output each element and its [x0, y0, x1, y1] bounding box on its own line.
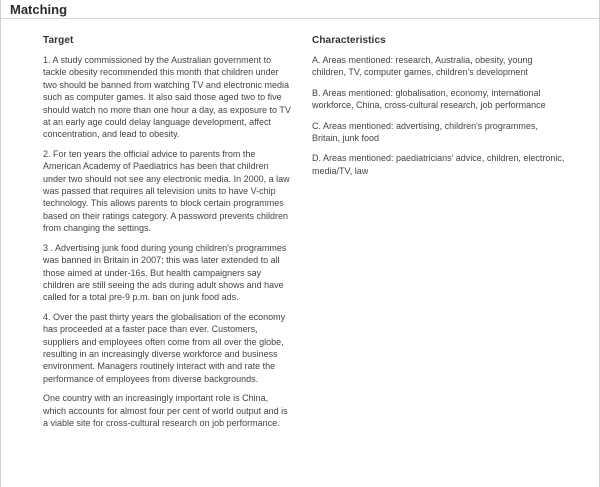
target-item-4: 4. Over the past thirty years the globalisation of the economy has proceeded at a faster pace than ever. Customers, suppliers and employees often come from all over the globe, resulting in an increasingly diverse workforce and business environment. Managers routinely interact with and rate the performance of employees from diverse backgrounds.: [43, 311, 286, 384]
target-item-4-continued: One country with an increasingly important role is China, which accounts for almost four per cent of world output and is a viable site for cross-cultural research on job performance.: [43, 393, 288, 428]
target-header: Target: [43, 35, 74, 46]
characteristic-d[interactable]: D. Areas mentioned: paediatricians' advice, children, electronic, media/TV, law: [312, 153, 565, 176]
characteristic-b[interactable]: B. Areas mentioned: globalisation, economy, international workforce, China, cross-cultural research, job performance: [312, 87, 546, 111]
characteristics-header: Characteristics: [312, 35, 386, 46]
characteristic-a[interactable]: A. Areas mentioned: research, Australia, obesity, young children, TV, computer games, children's development: [312, 55, 533, 78]
title-divider: [1, 18, 600, 19]
target-column: [43, 34, 291, 436]
section-title: Matching: [10, 2, 68, 17]
characteristic-c[interactable]: C. Areas mentioned: advertising, children's programmes, Britain, junk food: [312, 120, 538, 144]
characteristics-column: [312, 34, 568, 185]
target-item-3: 3 . Advertising junk food during young children's programmes was banned in Britain in 2007; this was later extended to all those aimed at under-16s. But health campaigners say children are still seeing the ads during adult shows and have called for a total pre-9 p.m. ban on junk food ads.: [43, 242, 287, 303]
target-item-2: 2. For ten years the official advice to parents from the American Academy of Paediatrics has been that children under two should not see any electronic media. In 2000, a law was passed that requires all television units to have V-chip technology. This allows parents to block certain programmes based on their ratings category. A password prevents children from changing the settings.: [43, 148, 290, 234]
target-item-1: 1. A study commissioned by the Australian government to tackle obesity recommended this month that children under two should be banned from watching TV and electronic media such as computer games. It also said those aged two to five should watch no more than one hour a day, as exposure to TV at an early age could delay language development, affect concentration, and lead to obesity.: [43, 55, 291, 140]
